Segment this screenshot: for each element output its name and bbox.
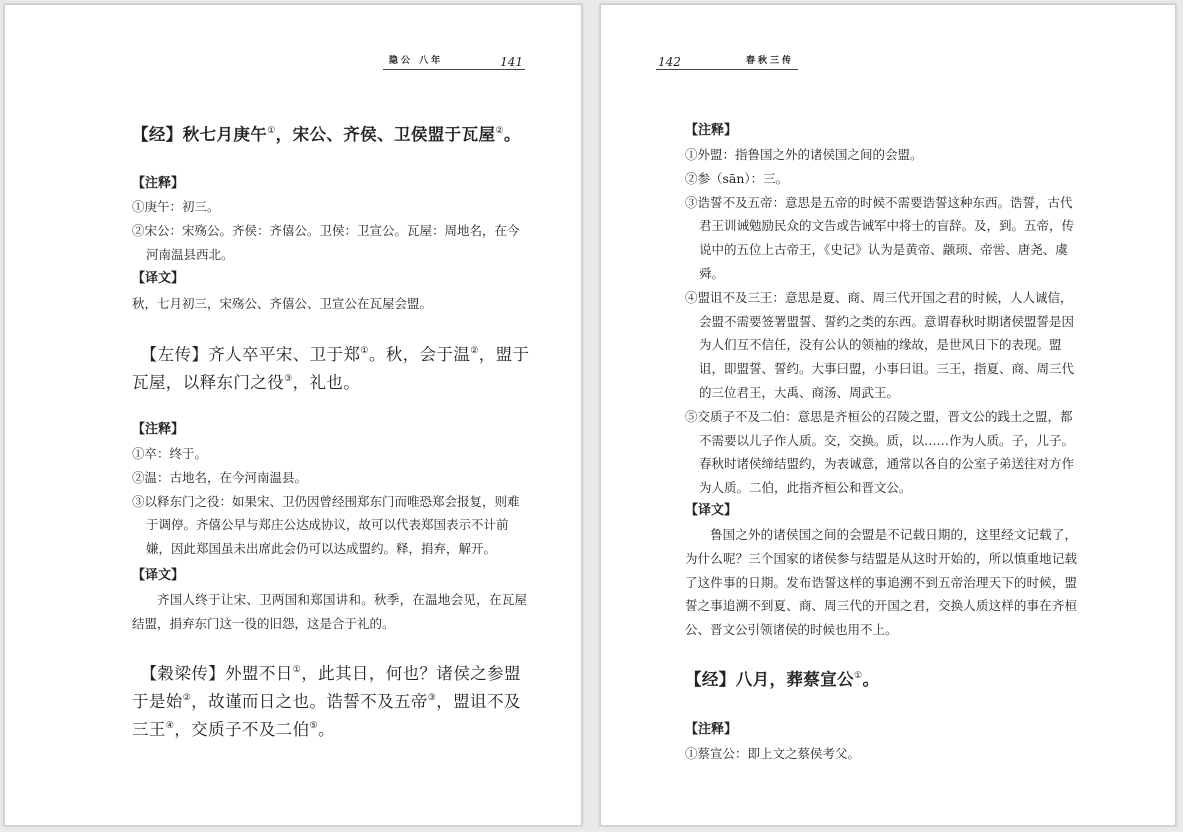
notes-heading: 【注释】 <box>132 176 185 191</box>
translation-text: 秋，七月初三，宋殇公、齐僖公、卫宣公在瓦屋会盟。 <box>132 296 433 311</box>
right-page <box>600 4 1176 826</box>
note-item: ②宋公：宋殇公。齐侯：齐僖公。卫侯：卫宣公。瓦屋：周地名，在今河南温县西北。 <box>132 222 520 262</box>
note-item: ④盟诅不及三王：意思是夏、商、周三代开国之君的时候，人人诚信，会盟不需要签署盟誓、誓约之类的东西。意谓春秋时期诸侯盟誓是因为人们互不信任，没有公认的领袖的缘故，是世风日下的表现。盟诅，即盟誓、誓约。大事曰盟，小事曰诅。三王，指夏、商、周三代的三位君王，大禹、商汤、周武王。 <box>685 289 1075 400</box>
zuozhuan-text: 【左传】齐人卒平宋、卫于郑①。秋，会于温②，盟于瓦屋，以释东门之役③，礼也。 <box>132 345 530 392</box>
running-title: 隐公 八年 <box>389 56 444 66</box>
note-item: ②温：古地名，在今河南温县。 <box>132 469 308 485</box>
translation-heading: 【译文】 <box>132 568 185 583</box>
page-header <box>383 53 525 70</box>
note-item: ①蔡宣公：即上文之蔡侯考父。 <box>685 746 861 761</box>
translation-text: 齐国人终于让宋、卫两国和郑国讲和。秋季，在温地会见，在瓦屋结盟，捐弃东门这一役的旧怨，这是合于礼的。 <box>132 592 527 631</box>
page-number: 141 <box>500 55 523 69</box>
note-item: ⑤交质子不及二伯：意思是齐桓公的召陵之盟，晋文公的践土之盟，都不需要以儿子作人质。交，交换。质，以……作为人质。子，儿子。春秋时诸侯缔结盟约，为表诚意，通常以各自的公室子弟送往对方作为人质。二伯，此指齐桓公和晋文公。 <box>685 408 1075 496</box>
notes-list <box>685 742 1077 766</box>
notes-list <box>132 442 527 561</box>
note-item: ③诰誓不及五帝：意思是五帝的时候不需要诰誓这种东西。诰誓，古代君王训诫勉励民众的文告或告诫军中将士的盲辞。及，到。五帝，传说中的五位上古帝王，《史记》认为是黄帝、颛顼、帝喾、唐尧、虞舜。 <box>685 194 1075 281</box>
translation-heading: 【译文】 <box>685 503 738 518</box>
notes-list <box>685 143 1077 500</box>
translation-text: 鲁国之外的诸侯国之间的会盟是不记载日期的，这里经文记载了，为什么呢？三个国家的诸侯参与结盟是从这时开始的，所以慎重地记载了这件事的日期。发布诰誓这样的事追溯不到五帝治理天下的时候，盟誓之事追溯不到夏、商、周三代的开国之君，交换人质这样的事在齐桓公、晋文公引领诸侯的时候也用不上。 <box>685 527 1077 638</box>
page-header <box>656 53 798 70</box>
note-item: ①庚午：初三。 <box>132 199 220 214</box>
notes-heading: 【注释】 <box>132 422 185 437</box>
note-item: ①外盟：指鲁国之外的诸侯国之间的会盟。 <box>685 147 923 162</box>
note-item: ③以释东门之役：如果宋、卫仍因曾经围郑东门而唯恐郑会报复，则难于调停。齐僖公早与郑庄公达成协议，故可以代表郑国表示不计前嫌，因此郑国虽未出席此会仍可以达成盟约。释，捐弃，解开。 <box>132 493 520 557</box>
jing-verse: 【经】八月，葬蔡宣公①。 <box>685 670 880 689</box>
guliang-text: 【穀梁传】外盟不日①，此其日，何也？诸侯之参盟于是始②，故谨而日之也。诰誓不及五帝③，盟诅不及三王④，交质子不及二伯⑤。 <box>132 664 521 739</box>
page-number: 142 <box>658 55 681 69</box>
note-item: ①卒：终于。 <box>132 446 208 461</box>
running-title: 春秋三传 <box>745 56 794 66</box>
jing-verse: 【经】秋七月庚午①，宋公、齐侯、卫侯盟于瓦屋②。 <box>132 125 521 144</box>
left-page <box>4 4 582 826</box>
notes-heading: 【注释】 <box>685 722 738 737</box>
notes-list <box>132 195 527 266</box>
note-item: ②参（sān）：三。 <box>685 170 789 186</box>
translation-heading: 【译文】 <box>132 271 185 286</box>
notes-heading: 【注释】 <box>685 123 738 138</box>
